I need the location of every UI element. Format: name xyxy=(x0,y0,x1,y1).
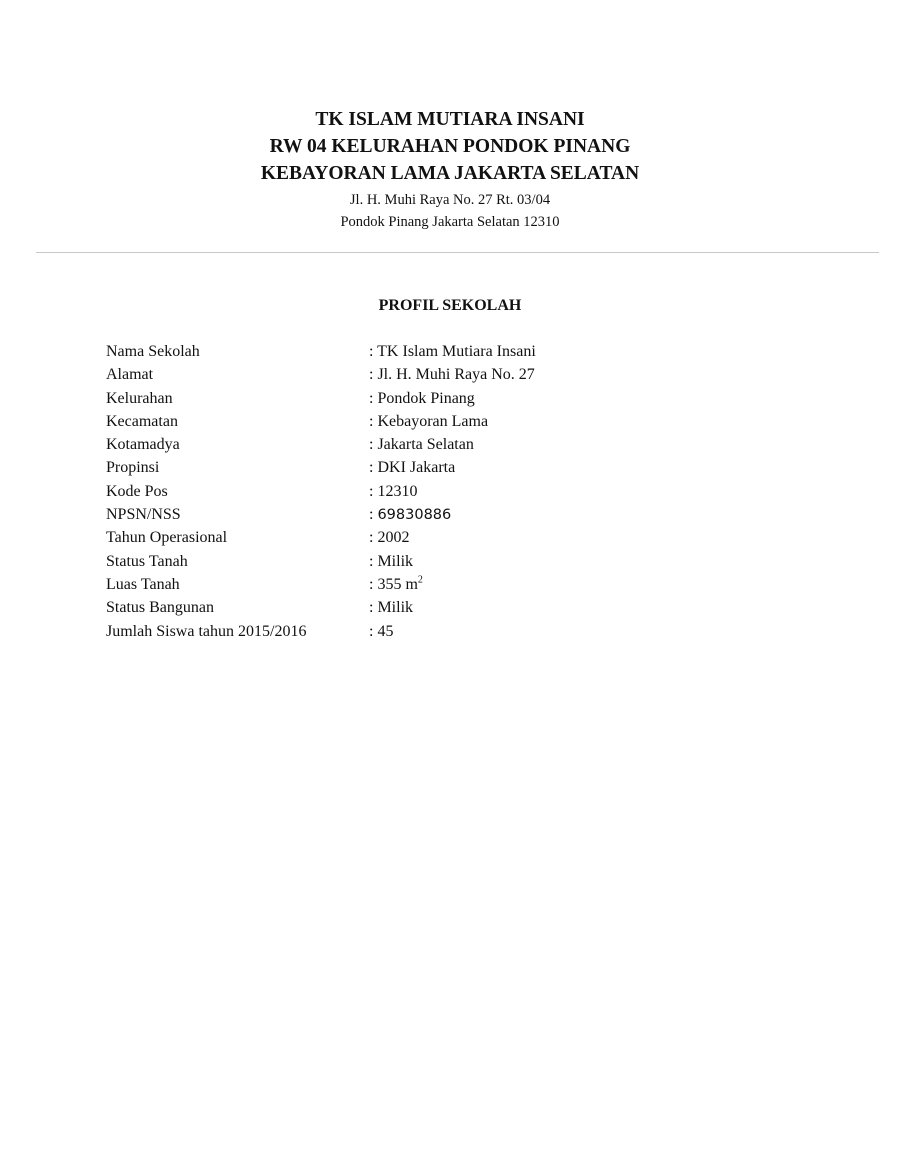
profile-row-jumlah-siswa xyxy=(106,620,706,643)
profile-label: Nama Sekolah xyxy=(106,343,200,360)
value-text: Jl. H. Muhi Raya No. 27 xyxy=(377,366,535,384)
city-address: Pondok Pinang Jakarta Selatan 12310 xyxy=(340,214,560,230)
profile-label: Kelurahan xyxy=(106,389,173,407)
profile-label: Kecamatan xyxy=(106,412,178,430)
profile-row-kecamatan xyxy=(106,410,706,433)
value-text: Pondok Pinang xyxy=(377,389,475,407)
profile-row-nama-sekolah xyxy=(106,340,706,363)
value-text: Milik xyxy=(377,599,414,617)
letterhead-divider xyxy=(36,252,879,253)
section-title: PROFIL SEKOLAH xyxy=(378,297,522,314)
separator: : xyxy=(369,436,378,454)
kecamatan-heading: KEBAYORAN LAMA JAKARTA SELATAN xyxy=(260,163,640,184)
profile-value xyxy=(369,340,706,363)
profile-label: Status Bangunan xyxy=(106,599,214,617)
profile-value xyxy=(369,410,706,433)
value-text: 69830886 xyxy=(377,507,452,524)
profile-value xyxy=(369,573,706,596)
separator: : xyxy=(369,506,378,524)
profile-row-alamat xyxy=(106,363,706,386)
profile-value xyxy=(369,480,706,503)
letterhead xyxy=(0,106,900,233)
separator: : xyxy=(369,389,378,407)
separator: : xyxy=(369,343,378,360)
profile-row-status-tanah xyxy=(106,550,706,573)
value-text: TK Islam Mutiara Insani xyxy=(377,343,536,360)
profile-label: NPSN/NSS xyxy=(106,506,181,524)
profile-label: Kode Pos xyxy=(106,482,168,500)
value-text: Kebayoran Lama xyxy=(377,412,489,430)
profile-row-propinsi xyxy=(106,456,706,479)
profile-value xyxy=(369,503,706,526)
profile-value xyxy=(369,620,706,643)
value-text: Jakarta Selatan xyxy=(377,436,474,454)
profile-row-kelurahan xyxy=(106,387,706,410)
profile-value xyxy=(369,550,706,573)
profile-row-status-bangunan xyxy=(106,596,706,619)
profile-row-kode-pos xyxy=(106,480,706,503)
separator: : xyxy=(369,366,378,384)
separator: : xyxy=(369,599,378,617)
separator: : xyxy=(369,459,378,477)
separator: : xyxy=(369,482,378,500)
profile-label: Propinsi xyxy=(106,459,160,477)
separator: : xyxy=(369,529,378,547)
school-name-heading: TK ISLAM MUTIARA INSANI xyxy=(315,109,585,130)
profile-value xyxy=(369,387,706,410)
profile-label: Jumlah Siswa tahun 2015/2016 xyxy=(106,622,307,640)
profile-label: Luas Tanah xyxy=(106,575,180,593)
kelurahan-heading: RW 04 KELURAHAN PONDOK PINANG xyxy=(269,136,631,157)
separator: : xyxy=(369,412,378,430)
profile-label: Kotamadya xyxy=(106,436,180,454)
separator: : xyxy=(369,622,378,640)
profile-row-kotamadya xyxy=(106,433,706,456)
value-text: 12310 xyxy=(377,482,418,500)
profile-value xyxy=(369,433,706,456)
value-text: 2002 xyxy=(377,529,410,547)
profile-row-luas-tanah xyxy=(106,573,706,596)
profile-label: Status Tanah xyxy=(106,552,188,570)
value-text: 45 xyxy=(377,622,394,640)
profile-value xyxy=(369,526,706,549)
profile-value xyxy=(369,363,706,386)
school-profile-list xyxy=(106,340,706,643)
profile-value xyxy=(369,596,706,619)
separator: : xyxy=(369,552,378,570)
unit-superscript: 2 xyxy=(417,574,423,586)
separator: : xyxy=(369,575,378,593)
value-text: DKI Jakarta xyxy=(377,459,456,477)
profile-row-npsn-nss xyxy=(106,503,706,526)
value-text: 355 m xyxy=(377,575,418,593)
profile-row-tahun-operasional xyxy=(106,526,706,549)
profile-label: Alamat xyxy=(106,366,154,384)
profile-value xyxy=(369,456,706,479)
street-address: Jl. H. Muhi Raya No. 27 Rt. 03/04 xyxy=(349,192,551,208)
value-text: Milik xyxy=(377,552,414,570)
profile-label: Tahun Operasional xyxy=(106,529,228,547)
